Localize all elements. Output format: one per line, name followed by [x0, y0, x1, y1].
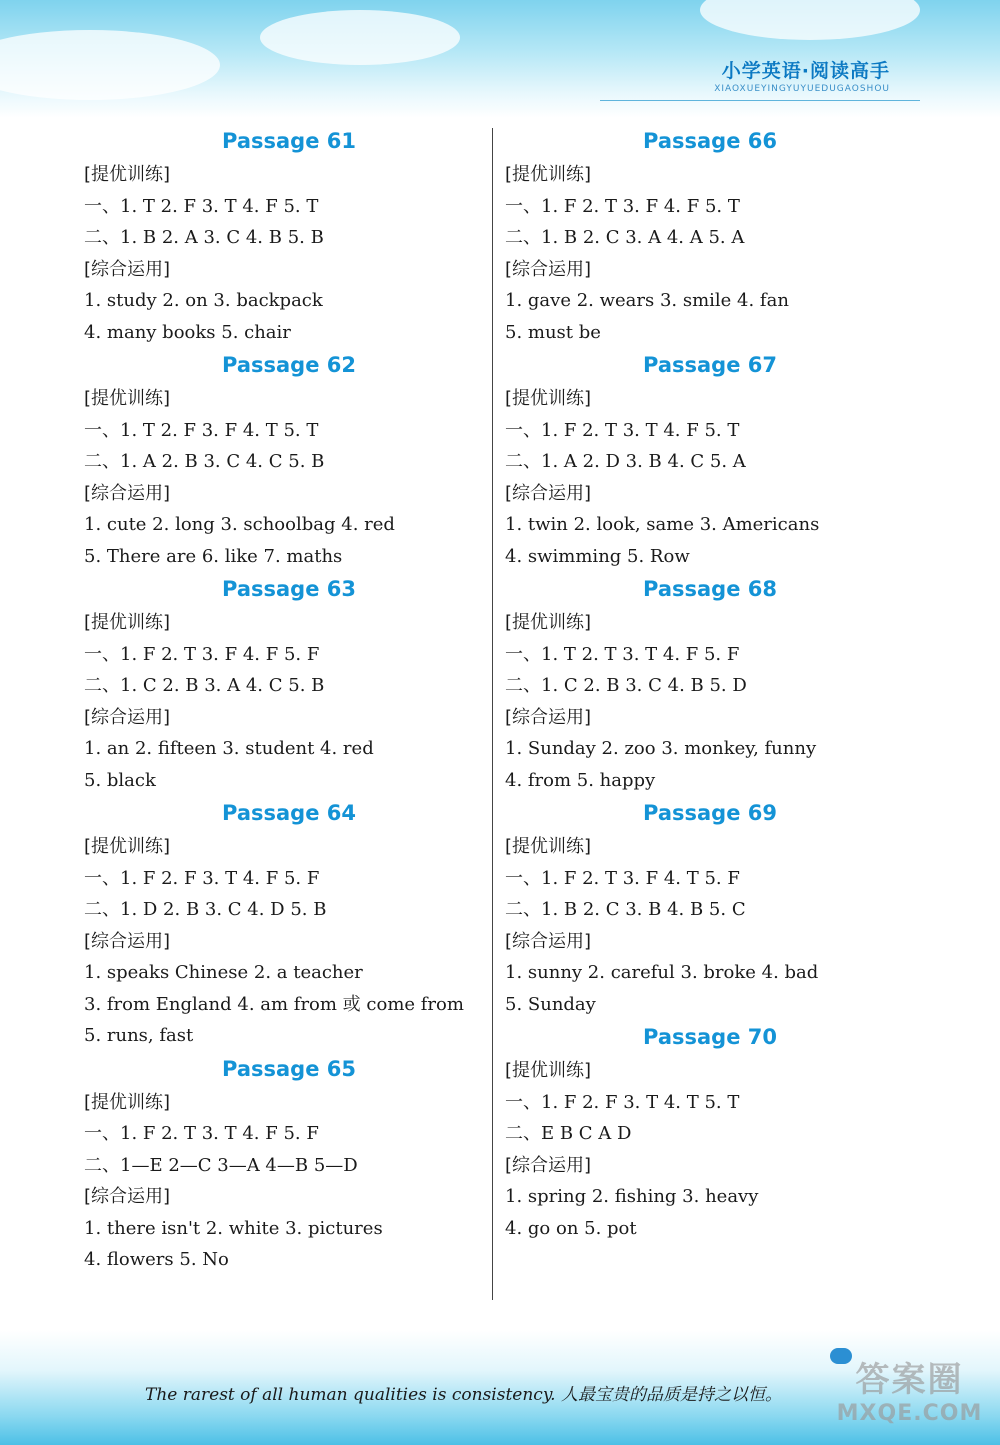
answer-line: 二、1. C 2. B 3. C 4. B 5. D — [505, 675, 747, 696]
answer-line: 4. go on 5. pot — [505, 1217, 637, 1239]
answer-line: 5. black — [84, 769, 156, 791]
passage-block — [505, 348, 915, 572]
answer-line: 1. sunny 2. careful 3. broke 4. bad — [505, 962, 819, 983]
cloud-decoration — [260, 10, 460, 65]
answer-line: 4. many books 5. chair — [84, 321, 291, 343]
answer-line: 5. runs, fast — [84, 1025, 194, 1046]
passage-title: Passage 65 — [222, 1056, 356, 1081]
header-divider — [600, 100, 920, 101]
passage-title: Passage 67 — [643, 353, 777, 377]
passage-block — [505, 124, 915, 348]
passage-title: Passage 62 — [222, 353, 356, 377]
section-label: [提优训练] — [505, 1060, 592, 1081]
section-label: [提优训练] — [84, 164, 171, 185]
passage-block — [84, 1052, 494, 1276]
watermark-logo — [827, 1352, 992, 1437]
passage-block — [505, 796, 915, 1020]
passage-title: Passage 63 — [222, 577, 356, 601]
answer-line: 1. twin 2. look, same 3. Americans — [505, 514, 820, 535]
passage-block — [84, 796, 494, 1052]
section-label: [提优训练] — [505, 164, 592, 185]
answer-line: 二、1. A 2. D 3. B 4. C 5. A — [505, 451, 746, 472]
watermark-url: MXQE.COM — [836, 1401, 983, 1426]
answer-line: 一、1. F 2. T 3. T 4. F 5. T — [505, 419, 740, 441]
passage-title: Passage 70 — [643, 1025, 777, 1049]
answer-line: 一、1. F 2. T 3. F 4. T 5. F — [505, 867, 740, 889]
section-label: [综合运用] — [505, 258, 592, 280]
answer-line: 一、1. F 2. F 3. T 4. F 5. F — [84, 867, 320, 889]
answer-line: 一、1. F 2. T 3. F 4. F 5. F — [84, 643, 320, 665]
watermark-text: 答案圈 — [855, 1360, 964, 1400]
answer-line: 1. gave 2. wears 3. smile 4. fan — [505, 290, 789, 311]
answer-line: 5. must be — [505, 321, 601, 343]
answer-line: 一、1. T 2. F 3. T 4. F 5. T — [84, 195, 319, 217]
section-label: [综合运用] — [84, 482, 171, 504]
section-label: [综合运用] — [505, 706, 592, 728]
passage-block — [84, 124, 494, 348]
section-label: [综合运用] — [505, 1154, 592, 1176]
right-column — [505, 124, 915, 1244]
answer-line: 一、1. F 2. F 3. T 4. T 5. T — [505, 1091, 740, 1113]
section-label: [综合运用] — [84, 930, 171, 952]
section-label: [综合运用] — [505, 930, 592, 952]
answer-line: 4. flowers 5. No — [84, 1249, 229, 1270]
section-label: [提优训练] — [84, 836, 171, 857]
answer-line: 1. Sunday 2. zoo 3. monkey, funny — [505, 738, 817, 759]
section-label: [综合运用] — [505, 482, 592, 504]
passage-block — [505, 572, 915, 796]
answer-line: 1. spring 2. fishing 3. heavy — [505, 1186, 759, 1207]
section-label: [提优训练] — [84, 388, 171, 409]
answer-line: 一、1. T 2. F 3. F 4. T 5. T — [84, 419, 319, 441]
answer-line: 二、1. C 2. B 3. A 4. C 5. B — [84, 675, 325, 696]
answer-line: 4. swimming 5. Row — [505, 545, 690, 567]
answer-line: 二、1. B 2. C 3. A 4. A 5. A — [505, 227, 745, 248]
section-label: [提优训练] — [505, 388, 592, 409]
section-label: [综合运用] — [84, 1186, 171, 1207]
left-column — [84, 124, 494, 1276]
answer-line: 一、1. T 2. T 3. T 4. F 5. F — [505, 643, 740, 665]
answer-line: 5. Sunday — [505, 993, 596, 1015]
answer-line: 1. cute 2. long 3. schoolbag 4. red — [84, 514, 395, 535]
answer-line: 3. from England 4. am from 或 come from — [84, 993, 464, 1015]
answer-line: 5. There are 6. like 7. maths — [84, 545, 343, 567]
cloud-decoration — [0, 30, 220, 100]
answer-line: 1. an 2. fifteen 3. student 4. red — [84, 738, 374, 759]
passage-block — [84, 572, 494, 796]
passage-title: Passage 61 — [222, 129, 356, 153]
passage-title: Passage 68 — [643, 577, 777, 601]
section-label: [综合运用] — [84, 706, 171, 728]
answer-line: 4. from 5. happy — [505, 769, 656, 791]
passage-title: Passage 66 — [643, 129, 777, 153]
answer-line: 1. there isn't 2. white 3. pictures — [84, 1217, 383, 1239]
footer-quote: The rarest of all human qualities is consistency. 人最宝贵的品质是持之以恒。 — [145, 1385, 782, 1405]
answer-line: 一、1. F 2. T 3. F 4. F 5. T — [505, 195, 740, 217]
passage-block — [505, 1020, 915, 1244]
answer-line: 1. study 2. on 3. backpack — [84, 290, 323, 311]
series-pinyin: XIAOXUEYINGYUYUEDUGAOSHOU — [714, 84, 890, 94]
passage-title: Passage 64 — [222, 801, 356, 825]
passage-title: Passage 69 — [643, 801, 777, 825]
section-label: [提优训练] — [84, 1091, 171, 1113]
answer-line: 二、1. D 2. B 3. C 4. D 5. B — [84, 899, 327, 920]
passage-block — [84, 348, 494, 572]
cloud-decoration — [700, 0, 920, 40]
answer-line: 1. speaks Chinese 2. a teacher — [84, 962, 363, 983]
answer-line: 二、1. B 2. A 3. C 4. B 5. B — [84, 227, 324, 248]
section-label: [综合运用] — [84, 258, 171, 280]
answer-line: 一、1. F 2. T 3. T 4. F 5. F — [84, 1123, 319, 1144]
answer-line: 二、1. A 2. B 3. C 4. C 5. B — [84, 451, 325, 472]
section-label: [提优训练] — [84, 612, 171, 633]
answer-line: 二、1. B 2. C 3. B 4. B 5. C — [505, 899, 746, 920]
answer-line: 二、1—E 2—C 3—A 4—B 5—D — [84, 1154, 358, 1176]
answer-line: 二、E B C A D — [505, 1123, 632, 1144]
series-title: 小学英语·阅读高手 — [721, 60, 890, 82]
section-label: [提优训练] — [505, 836, 592, 857]
section-label: [提优训练] — [505, 612, 592, 633]
